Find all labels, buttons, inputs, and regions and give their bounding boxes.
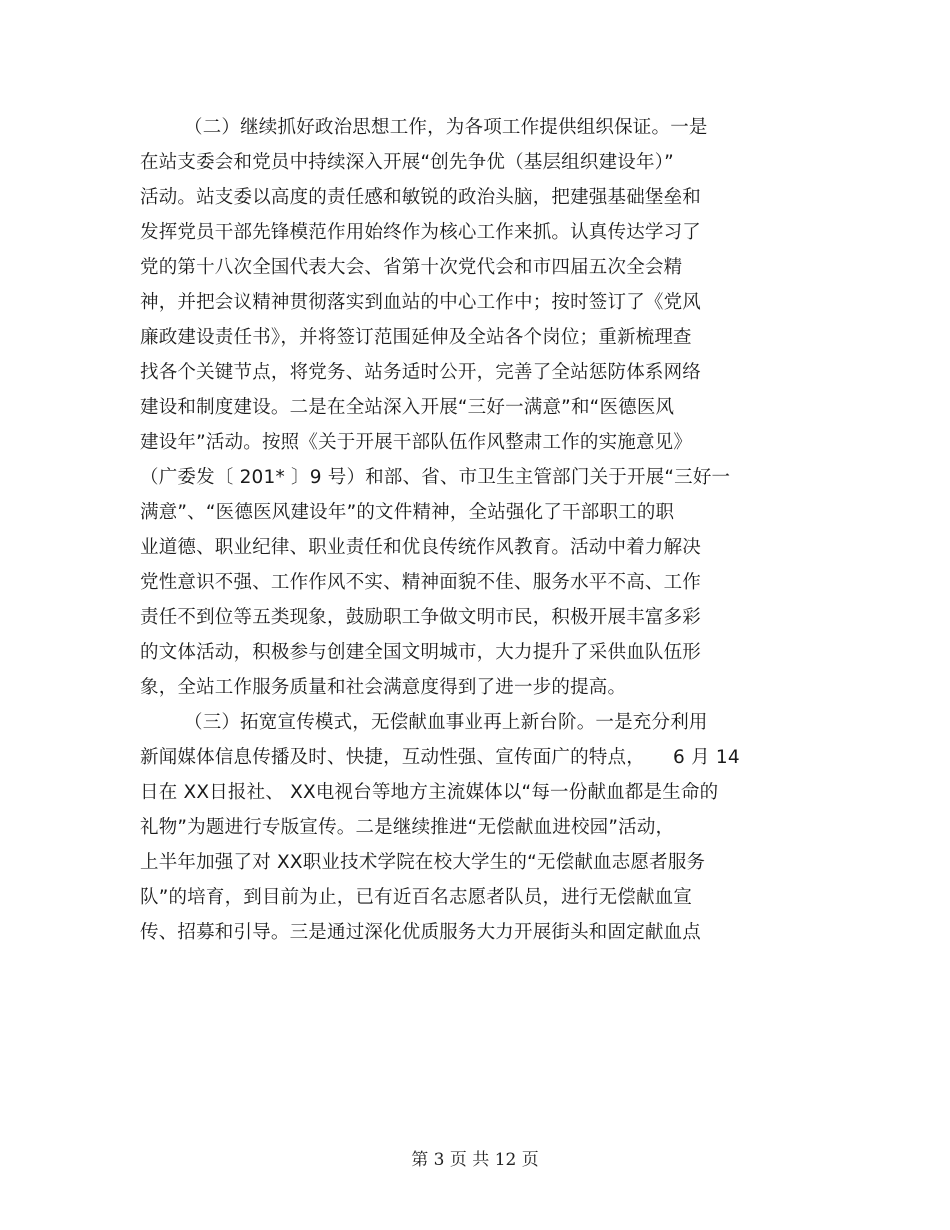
paragraph-line: 发挥党员干部先锋模范作用始终作为核心工作来抓。认真传达学习了 bbox=[140, 222, 702, 243]
paragraph-line: 神，并把会议精神贯彻落实到血站的中心工作中；按时签订了《党风 bbox=[140, 292, 702, 313]
paragraph-line: 传、招募和引导。三是通过深化优质服务大力开展街头和固定献血点 bbox=[140, 922, 702, 943]
page-footer: 第 3 页 共 12 页 bbox=[411, 1150, 539, 1170]
paragraph-line: 的文体活动，积极参与创建全国文明城市，大力提升了采供血队伍形 bbox=[140, 642, 702, 663]
paragraph-line: 党性意识不强、工作作风不实、精神面貌不佳、服务水平不高、工作 bbox=[140, 572, 702, 593]
paragraph-line: 礼物”为题进行专版宣传。二是继续推进“无偿献血进校园”活动， bbox=[140, 817, 675, 838]
paragraph-line: 找各个关键节点，将党务、站务适时公开，完善了全站惩防体系网络 bbox=[140, 362, 702, 383]
paragraph-line: 责任不到位等五类现象，鼓励职工争做文明市民，积极开展丰富多彩 bbox=[140, 607, 702, 628]
paragraph-line: （二）继续抓好政治思想工作，为各项工作提供组织保证。一是 bbox=[184, 117, 708, 138]
paragraph-line: （广委发〔 201* 〕9 号）和部、省、市卫生主管部门关于开展“三好一 bbox=[140, 467, 731, 488]
paragraph-line: 象，全站工作服务质量和社会满意度得到了进一步的提高。 bbox=[140, 677, 627, 698]
paragraph-line: 业道德、职业纪律、职业责任和优良传统作风教育。活动中着力解决 bbox=[140, 537, 702, 558]
paragraph-line: 在站支委会和党员中持续深入开展“创先争优（基层组织建设年）” bbox=[140, 152, 674, 173]
paragraph-line: 建设和制度建设。二是在全站深入开展“三好一满意”和“医德医风 bbox=[140, 397, 675, 418]
body-text bbox=[140, 110, 820, 950]
paragraph-line: 新闻媒体信息传播及时、快捷，互动性强、宣传面广的特点， 6 月 14 bbox=[140, 747, 740, 768]
paragraph-line: 活动。站支委以高度的责任感和敏锐的政治头脑，把建强基础堡垒和 bbox=[140, 187, 702, 208]
paragraph-line: （三）拓宽宣传模式，无偿献血事业再上新台阶。一是充分利用 bbox=[184, 712, 708, 733]
paragraph-line: 上半年加强了对 XX职业技术学院在校大学生的“无偿献血志愿者服务 bbox=[140, 852, 706, 873]
paragraph-line: 队”的培育，到目前为止，已有近百名志愿者队员，进行无偿献血宣 bbox=[140, 887, 693, 908]
paragraph-line: 廉政建设责任书》，并将签订范围延伸及全站各个岗位；重新梳理查 bbox=[140, 327, 692, 348]
paragraph-line: 建设年”活动。按照《关于开展干部队伍作风整肃工作的实施意见》 bbox=[140, 432, 693, 453]
paragraph-line: 日在 XX日报社、 XX电视台等地方主流媒体以“每一份献血都是生命的 bbox=[140, 782, 719, 803]
paragraph-line: 党的第十八次全国代表大会、省第十次党代会和市四届五次全会精 bbox=[140, 257, 683, 278]
paragraph-line: 满意”、“医德医风建设年”的文件精神，全站强化了干部职工的职 bbox=[140, 502, 675, 523]
